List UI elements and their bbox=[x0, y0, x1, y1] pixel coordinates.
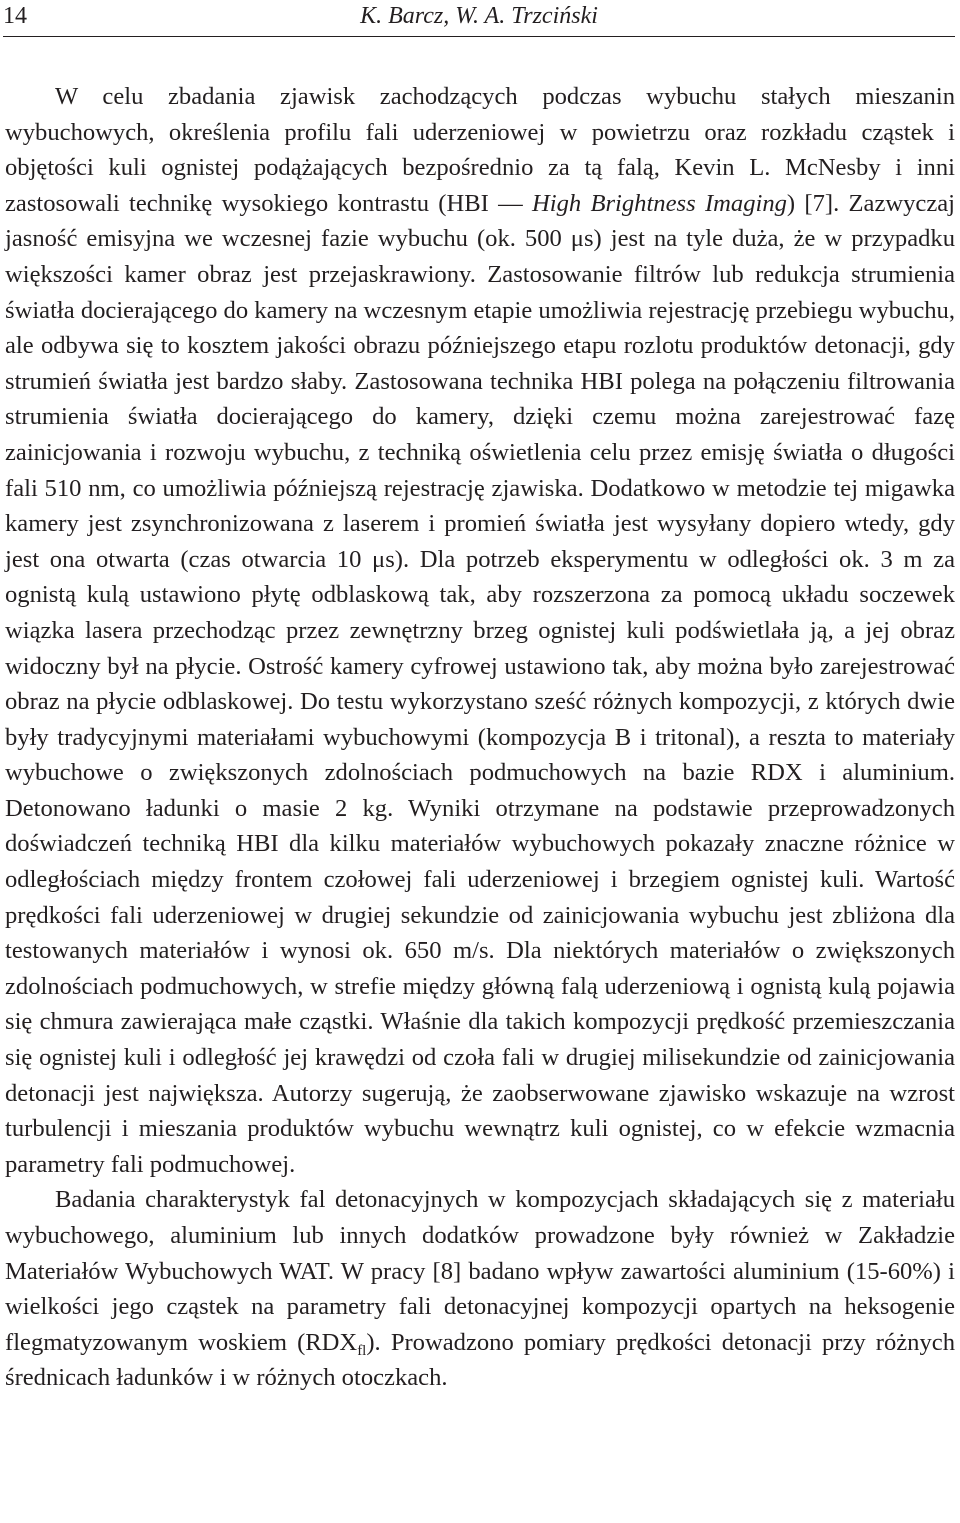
running-title: K. Barcz, W. A. Trzciński bbox=[360, 3, 598, 29]
running-header bbox=[3, 0, 955, 37]
body-text bbox=[5, 79, 955, 1396]
paragraph bbox=[5, 1182, 955, 1396]
paragraph-text: W celu zbadania zjawisk zachodzących podczas wybuchu stałych mieszanin wybuchowych, określenia profilu fali uderzeniowej w powietrzu oraz rozkładu cząstek i objętości kuli ognistej podążających bezpośrednio za tą falą, Kevin L. McNesby i inni zastosowali technikę wysokiego kontrastu (HBI — bbox=[5, 83, 955, 217]
page-number: 14 bbox=[3, 3, 27, 29]
subscript-text: fl bbox=[357, 1342, 367, 1359]
paragraph-text: ) [7]. Zazwyczaj jasność emisyjna we wczesnej fazie wybuchu (ok. 500 μs) jest na tyle duża, że w przypadku większości kamer obraz jest przejaskrawiony. Zastosowanie filtrów lub redukcja strumienia światła docierającego do kamery na wczesnym etapie umożliwia rejestrację przebiegu wybuchu, ale odbywa się to kosztem jakości obrazu późniejszego etapu rozlotu produktów detonacji, gdy strumień światła jest bardzo słaby. Zastosowana technika HBI polega na połączeniu filtrowania strumienia światła docierającego do kamery, dzięki czemu można zarejestrować fazę zainicjowania i rozwoju wybuchu, z techniką oświetlenia celu przez emisję światła o długości fali 510 nm, co umożliwia późniejszą rejestrację zjawiska. Dodatkowo w metodzie tej migawka kamery jest zsynchronizowana z laserem i promień światła jest wysyłany dopiero wtedy, gdy jest ona otwarta (czas otwarcia 10 μs). Dla potrzeb eksperymentu w odległości ok. 3 m za ognistą kulą ustawiono płytę odblaskową tak, aby rozszerzona za pomocą układu soczewek wiązka lasera przechodząc przez zewnętrzny brzeg ognistej kuli podświetlała ją, a jej obraz widoczny był na płycie. Ostrość kamery cyfrowej ustawiono tak, aby można było zarejestrować obraz na płycie odblaskowej. Do testu wykorzystano sześć różnych kompozycji, z których dwie były tradycyjnymi materiałami wybuchowymi (kompozycja B i tritonal), a reszta to materiały wybuchowe o zwiększonych zdolnościach podmuchowych na bazie RDX i aluminium. Detonowano ładunki o masie 2 kg. Wyniki otrzymane na podstawie przeprowadzonych doświadczeń techniką HBI dla kilku materiałów wybuchowych pokazały znaczne różnice w odległościach między frontem czołowej fali uderzeniowej i brzegiem ognistej kuli. Wartość prędkości fali uderzeniowej w drugiej sekundzie od zainicjowania wybuchu jest zbliżona dla testowanych materiałów i wynosi ok. 650 m/s. Dla niektórych materiałów o zwiększonych zdolnościach podmuchowych, w strefie między główną falą uderzeniową i ognistą kulą pojawia się chmura zawierająca małe cząstki. Właśnie dla takich kompozycji prędkość przemieszczania się ognistej kuli i odległość jej krawędzi od czoła fali w drugiej milisekundzie od zainicjowania detonacji jest największa. Autorzy sugerują, że zaobserwowane zjawisko wskazuje na wzrost turbulencji i mieszania produktów wybuchu wewnątrz kuli ognistej, co w efekcie wzmacnia parametry fali podmuchowej. bbox=[5, 189, 955, 1178]
paragraph bbox=[5, 79, 955, 1182]
paragraph-text: ). Prowadzono pomiary prędkości detonacji przy różnych średnicach ładunków i w różnych otoczkach. bbox=[5, 1328, 955, 1392]
paragraph-italic-text: High Brightness Imaging bbox=[531, 189, 787, 217]
paragraph-text: Badania charakterystyk fal detonacyjnych w kompozycjach składających się z materiału wybuchowego, aluminium lub innych dodatków prowadzone były również w Zakładzie Materiałów Wybuchowych WAT. W pracy [8] badano wpływ zawartości aluminium (15-60%) i wielkości jego cząstek na parametry fali detonacyjnej kompozycji opartych na heksogenie flegmatyzowanym woskiem (RDX bbox=[5, 1186, 955, 1356]
